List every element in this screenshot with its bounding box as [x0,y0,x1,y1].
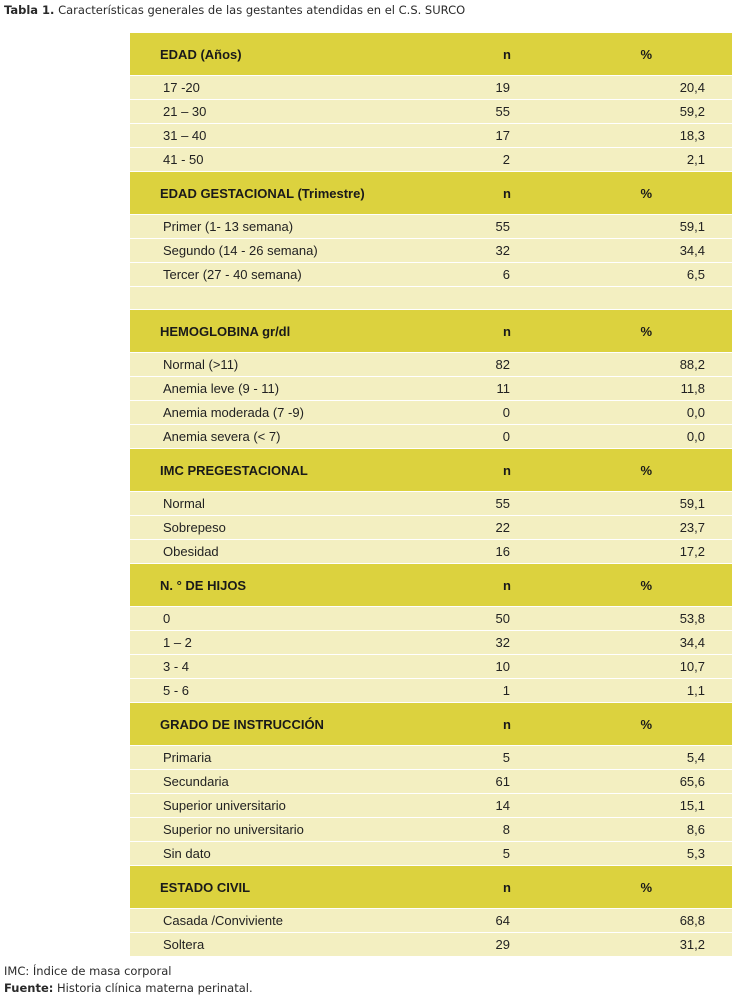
section-header [130,564,732,607]
row-pct: 59,1 [679,219,705,234]
row-label: Sobrepeso [163,520,226,535]
section-header-n: n [503,323,511,339]
table-row [130,377,732,401]
data-table [130,33,732,957]
row-n: 16 [495,544,510,559]
table-caption [4,3,465,17]
table-row [130,76,732,100]
table-row [130,492,732,516]
section-header-n: n [503,185,511,201]
row-pct: 5,3 [686,846,705,861]
table-row [130,746,732,770]
row-label: Tercer (27 - 40 semana) [163,267,302,282]
row-pct: 1,1 [686,683,705,698]
section-header-pct: % [640,323,652,339]
table-row [130,239,732,263]
footnote-imc-text: Índice de masa corporal [32,964,172,978]
table-row [130,215,732,239]
section-header-label: HEMOGLOBINA gr/dl [160,323,291,339]
row-pct: 11,8 [680,381,705,396]
table-row [130,679,732,703]
row-label: Casada /Conviviente [163,913,283,928]
row-pct: 0,0 [686,405,705,420]
row-pct: 17,2 [679,544,705,559]
section-header-n: n [503,577,511,593]
row-n: 19 [495,80,510,95]
row-pct: 20,4 [679,80,705,95]
section-header [130,866,732,909]
row-label: Sin dato [163,846,211,861]
row-pct: 10,7 [679,659,705,674]
table-row [130,770,732,794]
table-row [130,148,732,172]
table-row [130,655,732,679]
row-pct: 15,1 [679,798,705,813]
row-n: 55 [495,219,510,234]
table-row [130,263,732,287]
table-row [130,100,732,124]
section-header-pct: % [640,716,652,732]
row-label: Secundaria [163,774,229,789]
row-pct: 0,0 [686,429,705,444]
row-pct: 18,3 [679,128,705,143]
row-pct: 59,1 [679,496,705,511]
row-label: Normal [163,496,205,511]
row-n: 10 [495,659,510,674]
row-n: 5 [502,750,510,765]
row-n: 5 [502,846,510,861]
row-label: 41 - 50 [163,152,204,167]
table-row [130,401,732,425]
table-row [130,909,732,933]
section-header [130,33,732,76]
table-row [130,631,732,655]
row-pct: 68,8 [679,913,705,928]
table-row [130,794,732,818]
row-label: Primaria [163,750,212,765]
row-pct: 34,4 [679,635,705,650]
row-label: Obesidad [163,544,219,559]
row-n: 8 [502,822,510,837]
table-row [130,607,732,631]
caption-text: Características generales de las gestantes atendidas en el C.S. SURCO [58,3,466,17]
section-header-pct: % [640,879,652,895]
section-header [130,449,732,492]
row-label: 1 – 2 [163,635,192,650]
section-header-label: N. ° DE HIJOS [160,577,247,593]
table-row [130,818,732,842]
row-n: 32 [495,635,510,650]
section-header [130,310,732,353]
row-n: 64 [495,913,510,928]
row-n: 50 [495,611,510,626]
row-n: 14 [495,798,510,813]
row-pct: 23,7 [679,520,705,535]
row-pct: 88,2 [679,357,705,372]
row-label: 21 – 30 [163,104,207,119]
footnote-source-label: Fuente: [4,981,54,995]
section-header-pct: % [640,462,652,478]
row-pct: 2,1 [686,152,705,167]
row-n: 1 [502,683,510,698]
row-pct: 59,2 [679,104,705,119]
row-pct: 5,4 [686,750,705,765]
row-n: 55 [495,496,510,511]
row-label: Soltera [163,937,205,952]
table-row [130,124,732,148]
row-label: Superior no universitario [163,822,304,837]
table-row [130,933,732,957]
row-pct: 53,8 [679,611,705,626]
row-pct: 34,4 [679,243,705,258]
section-header-label: ESTADO CIVIL [160,879,251,895]
row-n: 6 [502,267,510,282]
table-row [130,540,732,564]
section-header-n: n [503,46,511,62]
footnote-imc-label: IMC: [4,964,30,978]
section-header-pct: % [640,46,652,62]
row-label: Anemia severa (< 7) [163,429,281,444]
row-label: Superior universitario [163,798,286,813]
row-label: Primer (1- 13 semana) [163,219,294,234]
row-n: 82 [495,357,510,372]
row-label: 31 – 40 [163,128,207,143]
row-label: 17 -20 [163,80,200,95]
table-row [130,353,732,377]
row-pct: 65,6 [679,774,705,789]
section-header [130,172,732,215]
row-label: 3 - 4 [163,659,190,674]
row-label: Segundo (14 - 26 semana) [163,243,318,258]
row-label: 5 - 6 [163,683,190,698]
section-header-n: n [503,716,511,732]
row-n: 2 [502,152,510,167]
row-pct: 8,6 [686,822,705,837]
section-header-n: n [503,879,511,895]
section-header-label: GRADO DE INSTRUCCIÓN [160,716,324,732]
section-header-n: n [503,462,511,478]
table-row [130,425,732,449]
row-n: 0 [502,405,510,420]
row-n: 29 [495,937,510,952]
table-row [130,516,732,540]
row-label: Anemia moderada (7 -9) [163,405,304,420]
row-label: Anemia leve (9 - 11) [163,381,280,396]
row-n: 32 [495,243,510,258]
row-n: 55 [495,104,510,119]
row-label: 0 [163,611,171,626]
caption-label: Tabla 1. [4,3,55,17]
row-pct: 6,5 [686,267,705,282]
footnote-imc [4,964,171,978]
section-header [130,703,732,746]
row-pct: 31,2 [679,937,705,952]
section-header-label: IMC PREGESTACIONAL [160,462,308,478]
footnote-source [4,981,253,995]
section-header-pct: % [640,577,652,593]
section-header-label: EDAD (Años) [160,46,242,62]
table-row [130,842,732,866]
row-label: Normal (>11) [163,357,239,372]
footnote-source-text: Historia clínica materna perinatal. [57,981,253,995]
row-n: 11 [496,381,510,396]
row-n: 61 [495,774,510,789]
section-header-pct: % [640,185,652,201]
row-n: 0 [502,429,510,444]
section-header-label: EDAD GESTACIONAL (Trimestre) [160,185,365,201]
row-n: 22 [495,520,510,535]
empty-row [130,287,732,310]
row-n: 17 [495,128,510,143]
